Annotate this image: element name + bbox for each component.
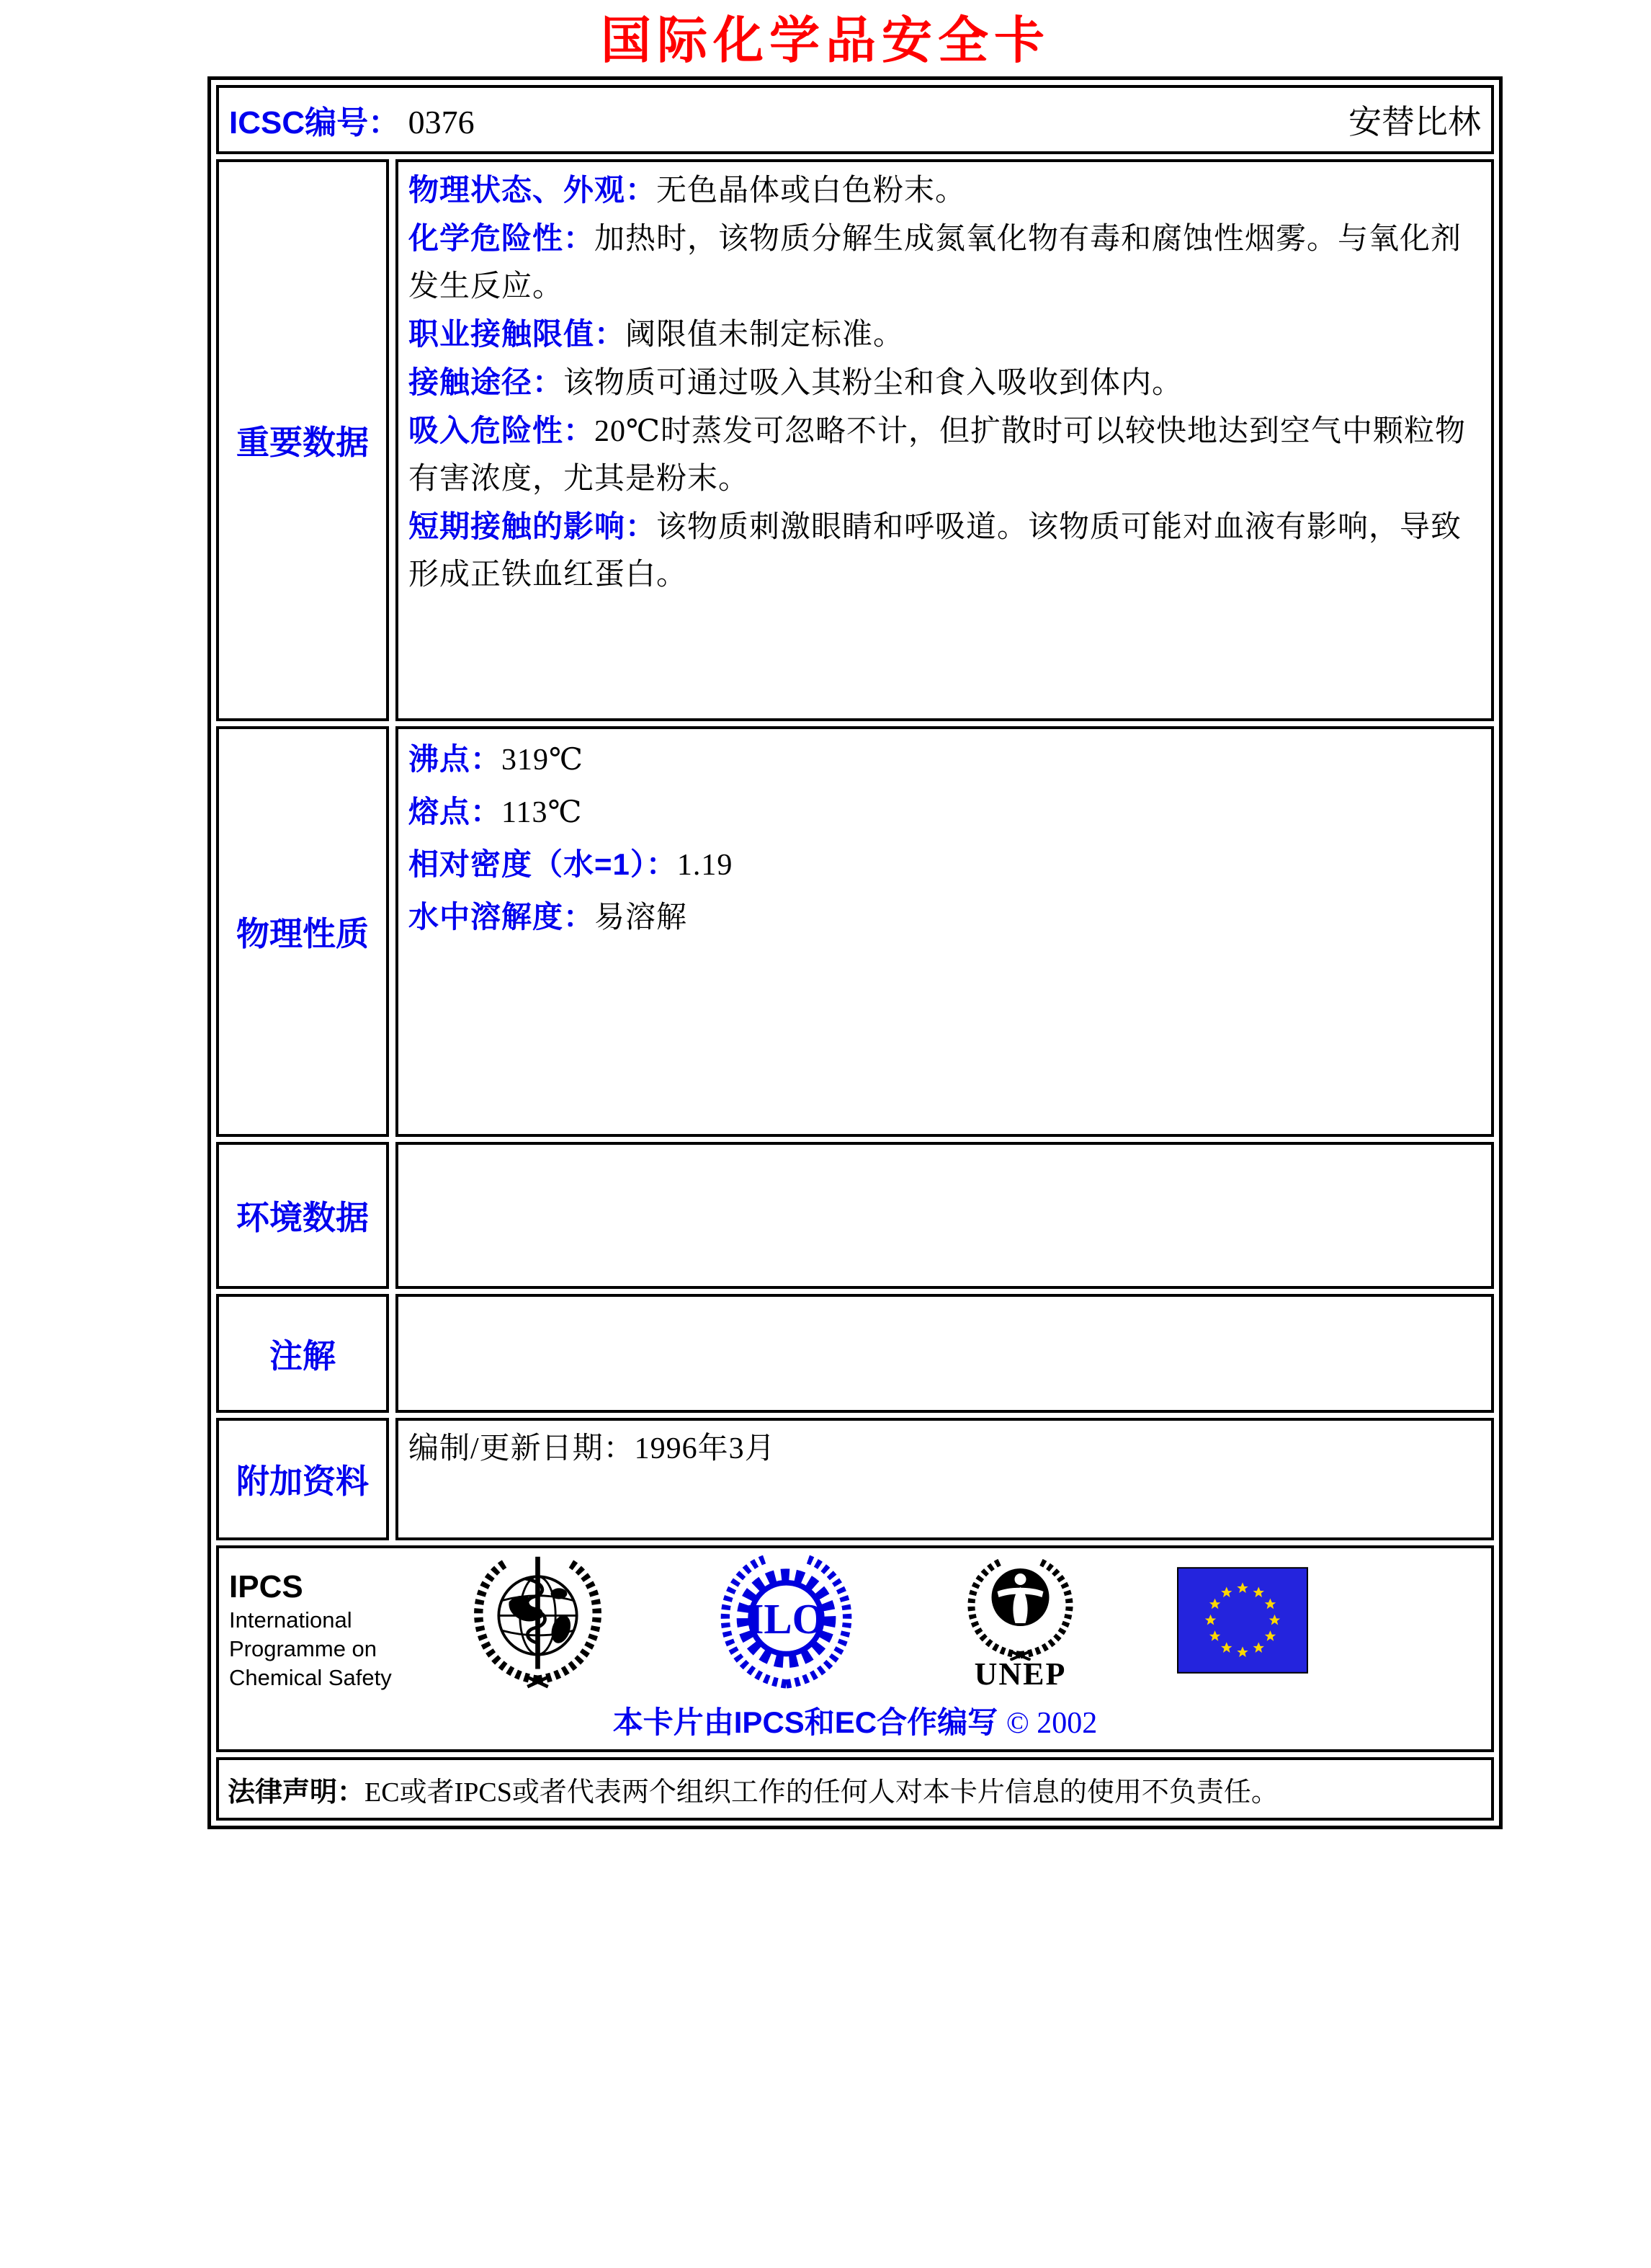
important-data-content [395, 159, 1494, 721]
section-label: 物理性质 [236, 915, 369, 952]
legal-label: 法律声明： [228, 1777, 365, 1808]
entry-text: 该物质可通过吸入其粉尘和食入吸收到体内。 [563, 367, 1184, 400]
credit-text: 本卡片由IPCS和EC合作编写 [612, 1705, 998, 1739]
entry-label: 吸入危险性： [408, 414, 595, 447]
icsc-number-field [229, 97, 475, 143]
environmental-data-content [395, 1142, 1494, 1289]
section-label-box [216, 1294, 389, 1413]
ipcs-line: International [229, 1607, 352, 1633]
entry-text: 易溶解 [594, 901, 688, 934]
entry-inhalation-risk [408, 407, 1481, 503]
entry-text: 20℃时蒸发可忽略不计，但扩散时可以较快地达到空气中颗粒物有害浓度，尤其是粉末。 [408, 415, 1467, 496]
who-logo-icon [467, 1553, 608, 1689]
legal-text: EC或者IPCS或者代表两个组织工作的任何人对本卡片信息的使用不负责任。 [364, 1777, 1279, 1808]
icsc-number-label: ICSC编号： [229, 105, 401, 140]
legal-box [216, 1757, 1494, 1821]
legal-row [216, 1757, 1494, 1821]
credit-line [219, 1699, 1491, 1742]
entry-label: 水中溶解度： [408, 900, 595, 934]
header-box [216, 85, 1494, 154]
section-label-box [216, 1418, 389, 1540]
entry-label: 相对密度（水=1）： [408, 847, 677, 881]
page-title: 国际化学品安全卡 [601, 11, 1050, 70]
section-label-box [216, 1142, 389, 1289]
header-row [216, 85, 1494, 154]
entry-boiling-point [408, 733, 1481, 786]
entry-text: 113℃ [501, 796, 583, 829]
ilo-letters: ILO [747, 1596, 825, 1643]
entry-text: 无色晶体或白色粉末。 [656, 174, 967, 207]
entry-melting-point [408, 786, 1481, 839]
icsc-number-value: 0376 [408, 104, 475, 140]
section-label-box [216, 159, 389, 721]
entry-text: 该物质刺激眼睛和呼吸道。该物质可能对血液有影响，导致形成正铁血红蛋白。 [408, 511, 1462, 591]
section-label: 注解 [269, 1336, 336, 1375]
entry-text: 加热时，该物质分解生成氮氧化物有毒和腐蚀性烟雾。与氧化剂发生反应。 [408, 223, 1462, 303]
section-row-additional-info [216, 1418, 1494, 1540]
entry-label: 短期接触的影响： [408, 509, 657, 543]
unep-logo-block [961, 1553, 1080, 1690]
unep-caption: UNEP [974, 1656, 1067, 1692]
ipcs-line: Programme on [229, 1636, 377, 1661]
entry-label: 熔点： [408, 795, 502, 829]
chemical-name: 安替比林 [1348, 104, 1481, 140]
eu-flag-icon [1177, 1567, 1308, 1674]
section-label: 重要数据 [236, 424, 369, 461]
entry-text: 阈限值未制定标准。 [625, 318, 905, 352]
entry-label: 物理状态、外观： [408, 173, 657, 207]
ilo-logo-icon [716, 1553, 856, 1689]
icsc-card [207, 76, 1503, 1829]
entry-short-term-effects [408, 503, 1481, 599]
section-label-box [216, 726, 389, 1137]
ipcs-line: Chemical Safety [229, 1665, 392, 1690]
entry-label: 职业接触限值： [408, 317, 626, 351]
entry-exposure-routes [408, 359, 1481, 407]
entry-physical-state [408, 166, 1481, 215]
copyright-text: © 2002 [1006, 1707, 1098, 1740]
entry-label: 接触途径： [408, 365, 564, 399]
notes-content [395, 1294, 1494, 1413]
section-row-important-data [216, 159, 1494, 721]
entry-relative-density [408, 839, 1481, 891]
entry-text: 1.19 [676, 849, 733, 882]
ipcs-acronym: IPCS [229, 1569, 303, 1604]
section-label: 附加资料 [236, 1463, 369, 1500]
section-label: 环境数据 [236, 1199, 369, 1236]
entry-text: 319℃ [501, 744, 583, 777]
entry-chemical-danger [408, 215, 1481, 311]
section-row-environmental-data [216, 1142, 1494, 1289]
logos-row [216, 1545, 1494, 1752]
entry-occupational-limit [408, 311, 1481, 359]
logos-box [216, 1545, 1494, 1752]
unep-logo-icon [961, 1553, 1080, 1661]
additional-info-content [395, 1418, 1494, 1540]
section-row-physical-properties [216, 726, 1494, 1137]
physical-properties-content [395, 726, 1494, 1137]
entry-label: 沸点： [408, 742, 502, 776]
entry-label: 化学危险性： [408, 221, 595, 255]
entry-water-solubility [408, 891, 1481, 944]
ipcs-text-block [229, 1568, 392, 1692]
section-row-notes [216, 1294, 1494, 1413]
entry-update-date: 编制/更新日期：1996年3月 [408, 1432, 776, 1465]
